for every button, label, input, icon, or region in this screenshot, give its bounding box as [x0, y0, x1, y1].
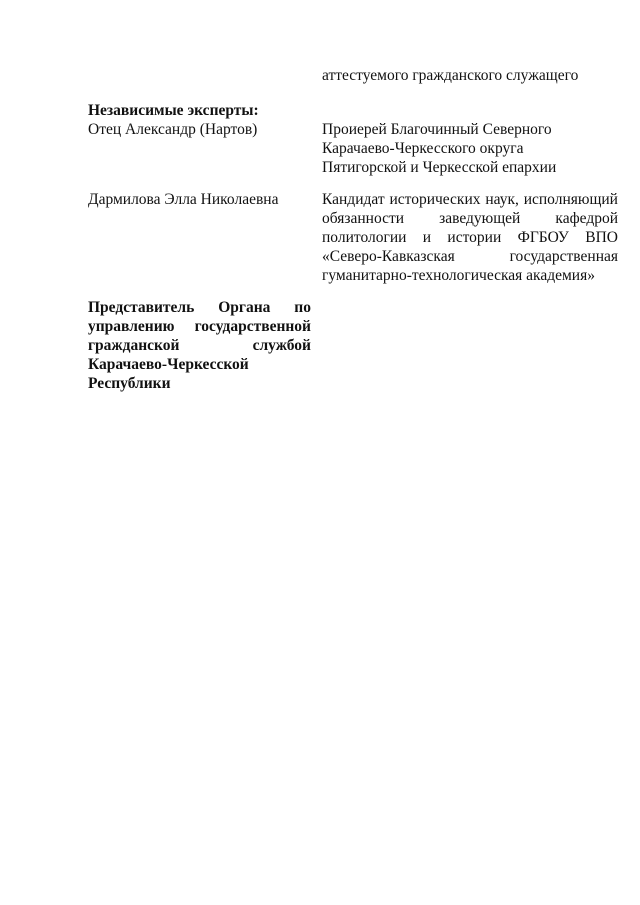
word: исторических — [389, 191, 481, 208]
word: и — [422, 229, 432, 246]
word: ФГБОУ — [517, 229, 569, 246]
expert1-name: Отец Александр (Нартов) — [88, 121, 258, 138]
word: исполняющий — [523, 191, 618, 208]
word: гражданской — [88, 337, 180, 354]
word: Кандидат — [322, 191, 385, 208]
word: по — [294, 299, 311, 316]
expert1-position-line: Пятигорской и Черкесской епархии — [322, 159, 557, 176]
top-continuation-text: аттестуемого гражданского служащего — [322, 67, 579, 84]
expert1-position-line: Карачаево-Черкесского округа — [322, 140, 524, 157]
expert2-position-line — [322, 228, 618, 247]
representative-line — [88, 317, 311, 336]
word: государственная — [509, 248, 618, 265]
word: службой — [252, 337, 311, 354]
expert2-name: Дармилова Элла Николаевна — [88, 191, 279, 208]
expert2-position-line — [322, 247, 618, 266]
word: Органа — [218, 299, 271, 316]
word: заведующей — [439, 210, 521, 227]
word: политологии — [322, 229, 407, 246]
expert1-position-line: Проиерей Благочинный Северного — [322, 121, 552, 138]
word: управлению — [88, 318, 175, 335]
word: Представитель — [88, 299, 195, 316]
representative-line: Республики — [88, 375, 171, 392]
representative-line: Карачаево-Черкесской — [88, 356, 249, 373]
word: истории — [447, 229, 502, 246]
representative-line — [88, 298, 311, 317]
independent-experts-heading: Независимые эксперты: — [88, 102, 259, 119]
word: государственной — [194, 318, 311, 335]
word: «Северо-Кавказская — [322, 248, 455, 265]
word: наук, — [485, 191, 519, 208]
expert2-position-line — [322, 190, 618, 209]
word: обязанности — [322, 210, 405, 227]
word: ВПО — [585, 229, 618, 246]
expert2-position-line — [322, 209, 618, 228]
representative-line — [88, 336, 311, 355]
word: кафедрой — [555, 210, 618, 227]
expert2-position-line: гуманитарно-технологическая академия» — [322, 267, 595, 284]
